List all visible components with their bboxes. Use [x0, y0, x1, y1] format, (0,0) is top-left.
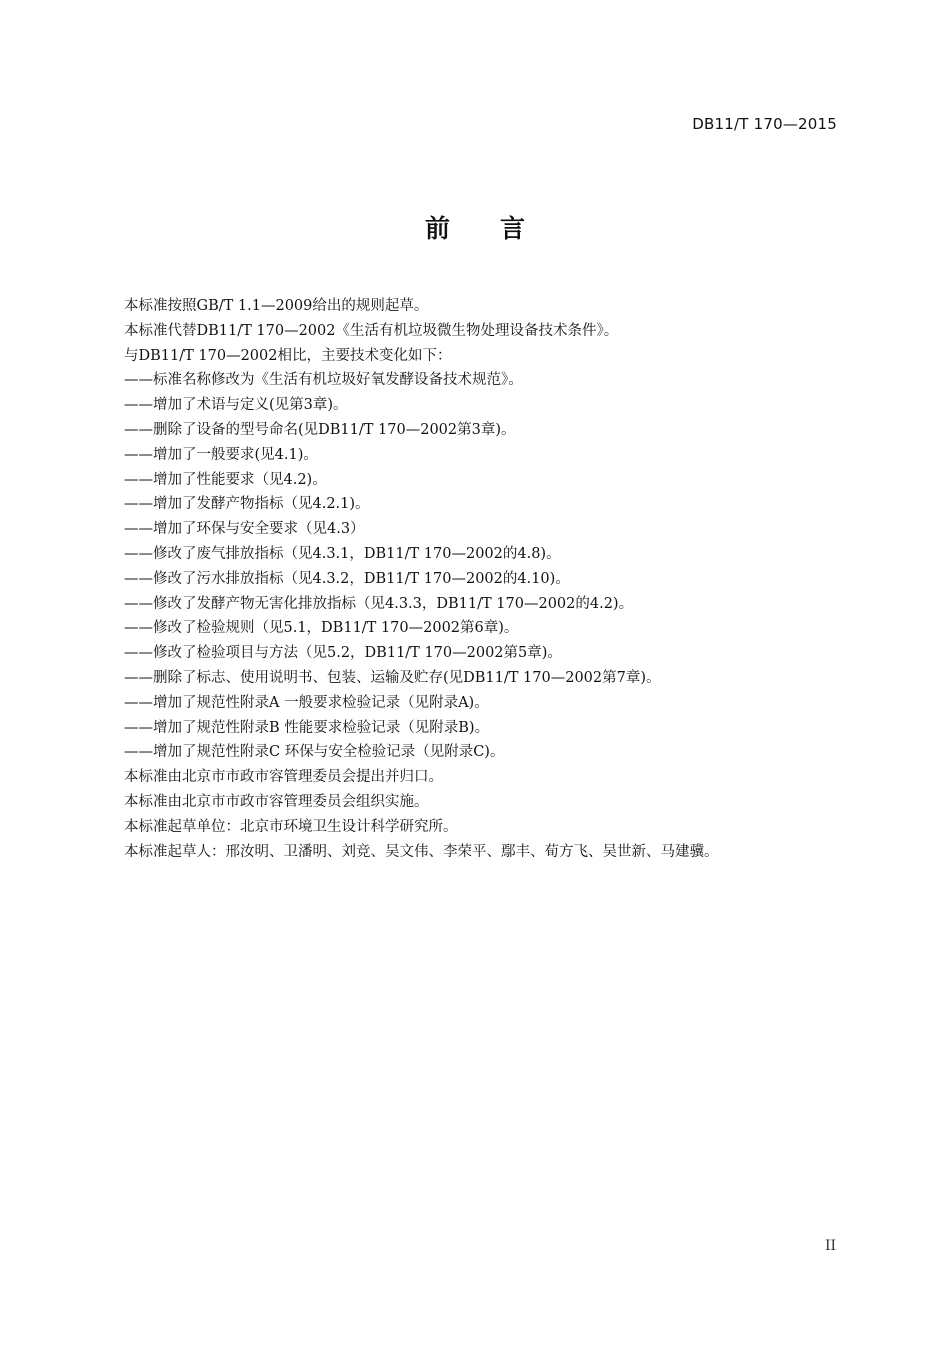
- change-item: ——修改了检验项目与方法（见5.2，DB11/T 170—2002第5章)。: [124, 645, 562, 662]
- change-item: ——增加了发酵产物指标（见4.2.1)。: [124, 496, 370, 513]
- foreword-line: 本标准由北京市市政市容管理委员会提出并归口。: [124, 769, 443, 786]
- change-item: ——增加了规范性附录C 环保与安全检验记录（见附录C)。: [124, 744, 505, 761]
- change-item: ——增加了一般要求(见4.1)。: [124, 446, 318, 463]
- foreword-line: 本标准按照GB/T 1.1—2009给出的规则起草。: [124, 298, 429, 314]
- change-item: ——增加了环保与安全要求（见4.3）: [124, 521, 365, 538]
- foreword-line: 本标准代替DB11/T 170—2002《生活有机垃圾微生物处理设备技术条件》。: [124, 322, 619, 339]
- change-item: ——修改了检验规则（见5.1，DB11/T 170—2002第6章)。: [124, 620, 519, 637]
- foreword-line: 本标准起草单位：北京市环境卫生设计科学研究所。: [124, 818, 458, 835]
- page-number: II: [824, 1238, 836, 1254]
- change-item: ——修改了发酵产物无害化排放指标（见4.3.3，DB11/T 170—2002的4.2)。: [124, 595, 634, 612]
- page-title: [0, 210, 950, 248]
- foreword-line: 与DB11/T 170—2002相比，主要技术变化如下：: [124, 347, 452, 364]
- page-title-char-1: 前: [424, 214, 450, 243]
- change-item: ——修改了污水排放指标（见4.3.2，DB11/T 170—2002的4.10)。: [124, 570, 570, 587]
- change-item: ——增加了规范性附录B 性能要求检验记录（见附录B)。: [124, 719, 490, 736]
- document-number: DB11/T 170—2015: [692, 115, 837, 133]
- change-item: ——增加了术语与定义(见第3章)。: [124, 397, 348, 414]
- change-item: ——修改了废气排放指标（见4.3.1，DB11/T 170—2002的4.8)。: [124, 545, 561, 562]
- change-item: ——增加了性能要求（见4.2)。: [124, 471, 327, 488]
- foreword-body: [124, 294, 829, 864]
- change-item: ——增加了规范性附录A 一般要求检验记录（见附录A)。: [124, 694, 489, 711]
- change-item: ——删除了标志、使用说明书、包装、运输及贮存(见DB11/T 170—2002第7章)。: [124, 669, 661, 686]
- foreword-line: 本标准起草人：邢汝明、卫潘明、刘竞、吴文伟、李荣平、鄢丰、荀方飞、吴世新、马建骥。: [124, 843, 719, 860]
- page-title-char-2: 言: [500, 214, 526, 243]
- change-item: ——标准名称修改为《生活有机垃圾好氧发酵设备技术规范》。: [124, 372, 523, 389]
- change-item: ——删除了设备的型号命名(见DB11/T 170—2002第3章)。: [124, 421, 516, 438]
- foreword-line: 本标准由北京市市政市容管理委员会组织实施。: [124, 793, 429, 810]
